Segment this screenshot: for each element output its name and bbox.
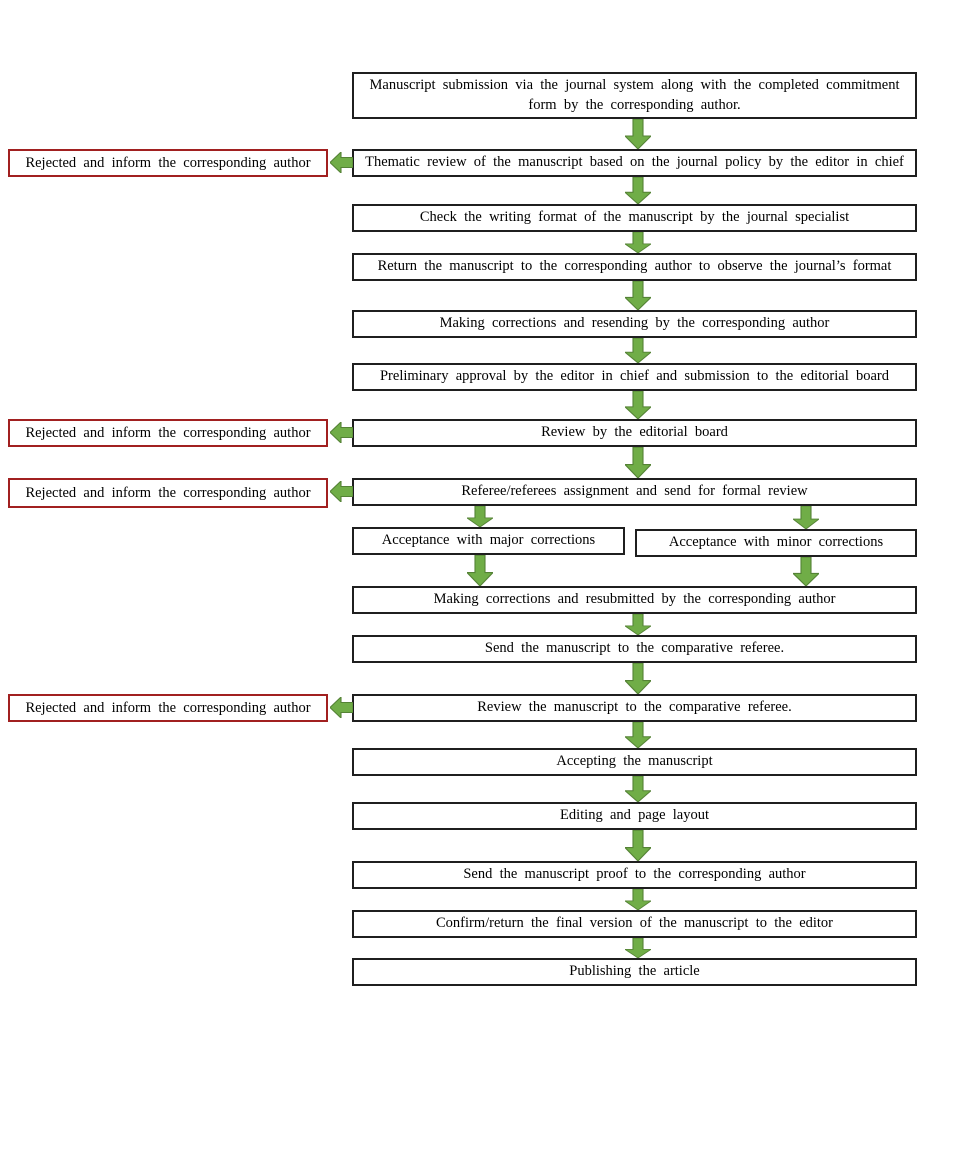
reject-box-comparative-referee: Rejected and inform the corresponding author — [8, 694, 328, 722]
flow-step-send-comparative-referee: Send the manuscript to the comparative referee. — [352, 635, 917, 663]
flow-step-manuscript-submission: Manuscript submission via the journal system along with the completed commitment form by the corresponding author. — [352, 72, 917, 119]
flow-step-acceptance-major: Acceptance with major corrections — [352, 527, 625, 555]
down-arrow-icon — [625, 830, 651, 861]
down-arrow-icon — [625, 722, 651, 748]
left-arrow-icon — [330, 422, 353, 443]
reject-box-referee-assignment: Rejected and inform the corresponding author — [8, 478, 328, 508]
left-arrow-icon — [330, 152, 353, 173]
flow-step-confirm-return-final: Confirm/return the final version of the manuscript to the editor — [352, 910, 917, 938]
down-arrow-icon — [625, 232, 651, 253]
down-arrow-icon — [625, 177, 651, 204]
flow-step-send-proof: Send the manuscript proof to the corresponding author — [352, 861, 917, 889]
down-arrow-icon — [625, 391, 651, 419]
flow-step-editorial-board-review: Review by the editorial board — [352, 419, 917, 447]
down-arrow-icon — [467, 555, 493, 586]
down-arrow-icon — [625, 663, 651, 694]
down-arrow-icon — [793, 506, 819, 529]
down-arrow-icon — [625, 889, 651, 910]
down-arrow-icon — [625, 338, 651, 363]
flow-step-corrections-resubmitted: Making corrections and resubmitted by the corresponding author — [352, 586, 917, 614]
down-arrow-icon — [467, 506, 493, 527]
flow-step-referee-assignment: Referee/referees assignment and send for formal review — [352, 478, 917, 506]
flow-step-acceptance-minor: Acceptance with minor corrections — [635, 529, 917, 557]
down-arrow-icon — [793, 557, 819, 586]
down-arrow-icon — [625, 776, 651, 802]
flow-step-publishing: Publishing the article — [352, 958, 917, 986]
left-arrow-icon — [330, 481, 353, 502]
reject-box-thematic-review: Rejected and inform the corresponding author — [8, 149, 328, 177]
down-arrow-icon — [625, 447, 651, 478]
flow-step-thematic-review: Thematic review of the manuscript based on the journal policy by the editor in chief — [352, 149, 917, 177]
down-arrow-icon — [625, 119, 651, 149]
reject-box-editorial-board: Rejected and inform the corresponding author — [8, 419, 328, 447]
down-arrow-icon — [625, 614, 651, 635]
flow-step-preliminary-approval: Preliminary approval by the editor in chief and submission to the editorial board — [352, 363, 917, 391]
down-arrow-icon — [625, 281, 651, 310]
left-arrow-icon — [330, 697, 353, 718]
flow-step-return-manuscript: Return the manuscript to the corresponding author to observe the journal’s format — [352, 253, 917, 281]
down-arrow-icon — [625, 938, 651, 958]
flow-step-corrections-resending: Making corrections and resending by the corresponding author — [352, 310, 917, 338]
flow-step-editing-layout: Editing and page layout — [352, 802, 917, 830]
flow-step-format-check: Check the writing format of the manuscript by the journal specialist — [352, 204, 917, 232]
flow-step-accepting-manuscript: Accepting the manuscript — [352, 748, 917, 776]
flow-step-review-comparative-referee: Review the manuscript to the comparative referee. — [352, 694, 917, 722]
